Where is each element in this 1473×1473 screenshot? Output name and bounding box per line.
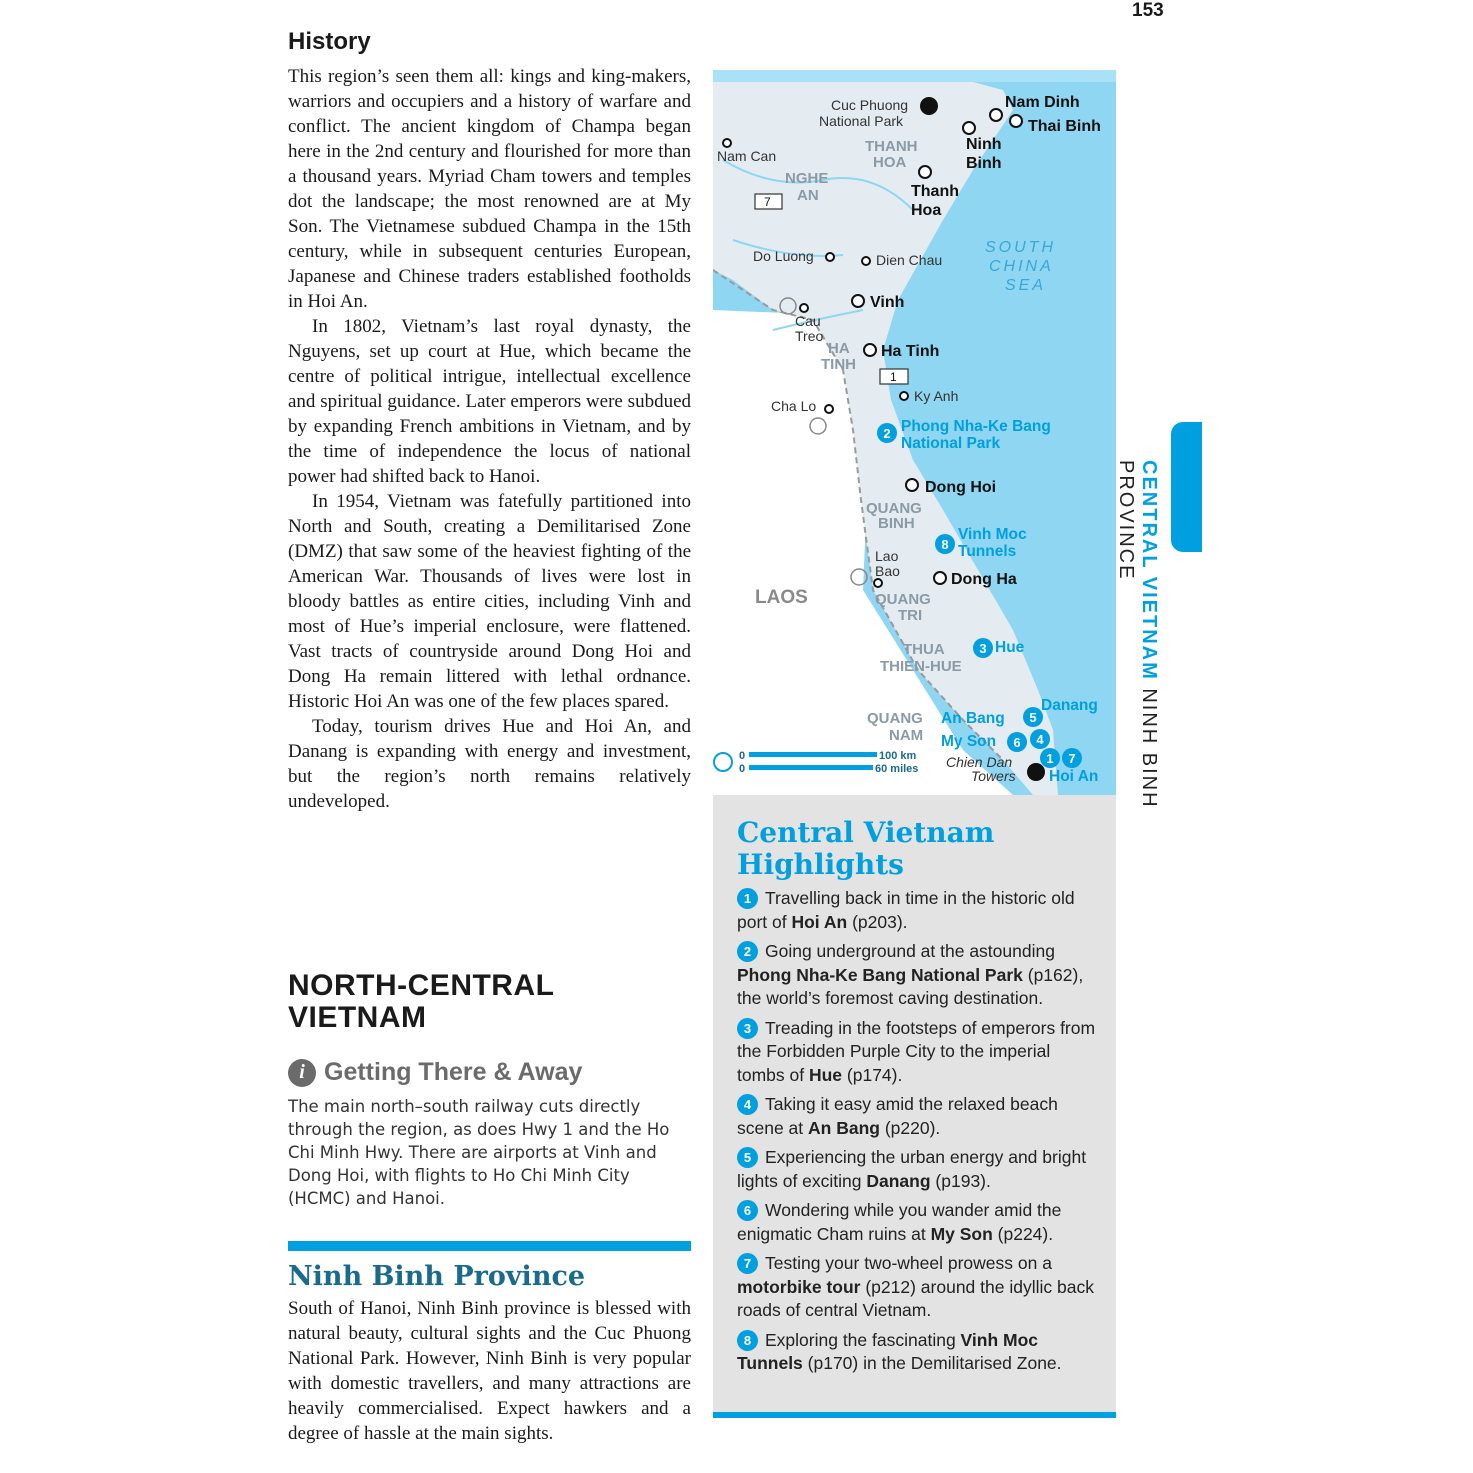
highlight-place: Danang xyxy=(866,1170,931,1191)
highlight-number-badge: 5 xyxy=(737,1147,758,1168)
city-dot xyxy=(934,572,946,584)
city-label: Nam Dinh xyxy=(1005,94,1080,111)
highlight-label: Vinh Moc xyxy=(958,526,1027,543)
highlight-text: (p193). xyxy=(930,1170,991,1191)
getting-there-heading: Getting There & Away xyxy=(324,1058,583,1086)
highlight-item xyxy=(737,1252,1097,1323)
province-heading: Ninh Binh Province xyxy=(288,1261,586,1292)
region-label: AN xyxy=(797,187,819,204)
highlight-item xyxy=(737,1199,1097,1246)
highlight-marker-number: 4 xyxy=(1036,732,1044,747)
region-label: NGHE xyxy=(785,170,829,187)
town-dot xyxy=(862,257,870,265)
map-label: Treo xyxy=(795,328,824,344)
highlight-place: Hoi An xyxy=(791,911,848,932)
chapter-tab xyxy=(1171,422,1202,552)
highlights-box xyxy=(713,795,1116,1418)
highlight-text: (p162), the world’s foremost caving destination. xyxy=(737,964,1084,1008)
history-section xyxy=(288,28,691,814)
highlight-number-badge: 3 xyxy=(737,1018,758,1039)
region-label: BINH xyxy=(878,515,915,532)
highlight-text: Experiencing the urban energy and bright lights of exciting xyxy=(737,1147,1087,1191)
running-head-section: NINH BINH PROVINCE xyxy=(1115,460,1160,809)
town-dot xyxy=(900,392,908,400)
highlights-list xyxy=(737,887,1097,1382)
scale-zero: 0 xyxy=(739,750,746,762)
city-label: Hoa xyxy=(911,202,942,219)
map-label: Do Luong xyxy=(753,248,814,264)
highlight-label: Hue xyxy=(995,639,1025,656)
highlight-place: Hue xyxy=(808,1064,843,1085)
highlight-place: Vinh Moc Tunnels xyxy=(737,1329,1039,1373)
region-label: THANH xyxy=(865,138,918,155)
highlight-place: My Son xyxy=(930,1223,993,1244)
region-label: TINH xyxy=(821,356,856,373)
city-dot xyxy=(852,295,864,307)
highlight-label: Danang xyxy=(1041,697,1098,714)
highlight-number-badge: 2 xyxy=(737,941,758,962)
town-dot xyxy=(800,304,808,312)
region-label: QUANG xyxy=(867,710,923,727)
region-label: HA xyxy=(828,340,850,357)
highlight-label: My Son xyxy=(941,733,997,750)
highway-number: 7 xyxy=(764,195,771,209)
getting-there-header xyxy=(288,1058,691,1087)
city-label: Ninh xyxy=(966,136,1002,153)
running-head xyxy=(1115,460,1160,910)
map-label: Cuc Phuong xyxy=(831,97,909,113)
city-dot xyxy=(1010,115,1022,127)
highlight-number-badge: 6 xyxy=(737,1200,758,1221)
highlight-text: (p174). xyxy=(842,1064,903,1085)
map-canvas xyxy=(713,70,1116,795)
history-paragraph: In 1954, Vietnam was fatefully partitioned into North and South, creating a Demilitarised Zone (DMZ) that saw some of the heaviest fighting of the American War. Thousands of lives were lost in bloody battles as entire cities, including Vinh and most of Hue’s imperial enclosure, were flattened. Vast tracts of countryside around Dong Hoi and Dong Ha remain littered with lethal ordnance. Historic Hoi An was one of the few places spared. xyxy=(288,491,691,712)
city-dot xyxy=(906,479,918,491)
getting-there-section xyxy=(288,1058,691,1210)
highway-number: 1 xyxy=(890,370,897,384)
highlight-label: An Bang xyxy=(941,710,1005,727)
highlight-item xyxy=(737,1017,1097,1088)
scale-zero: 0 xyxy=(739,763,746,775)
highlight-number-badge: 4 xyxy=(737,1094,758,1115)
highlight-text: Treading in the footsteps of emperors from the Forbidden Purple City to the imperial tombs of xyxy=(737,1017,1096,1085)
getting-there-text: The main north–south railway cuts directly through the region, as does Hwy 1 and the Ho Chi Minh Hwy. There are airports at Vinh and Dong Hoi, with flights to Ho Chi Minh City (HCMC) and Hanoi. xyxy=(288,1097,670,1208)
highlight-text: Wondering while you wander amid the enigmatic Cham ruins at xyxy=(737,1200,1062,1244)
highlight-text: Exploring the fascinating xyxy=(765,1329,961,1350)
region-label: THIEN-HUE xyxy=(880,658,962,675)
highlight-place: Phong Nha-Ke Bang National Park xyxy=(737,964,1023,985)
city-label: Thai Binh xyxy=(1028,118,1101,135)
country-label: LAOS xyxy=(755,587,808,608)
town-dot xyxy=(825,405,833,413)
region-label: HOA xyxy=(873,154,907,171)
page-number: 153 xyxy=(1132,0,1164,21)
city-label: Dong Hoi xyxy=(925,479,997,496)
map-label: Towers xyxy=(971,768,1016,784)
highlight-label: Hoi An xyxy=(1049,768,1099,785)
region-label: NAM xyxy=(889,727,924,744)
town-dot xyxy=(826,253,834,261)
scale-miles-label: 60 miles xyxy=(875,763,919,775)
info-icon: i xyxy=(288,1059,316,1087)
history-paragraph: In 1802, Vietnam’s last royal dynasty, the Nguyens, set up court at Hue, which became the centre of political intrigue, intellectual excellence and spiritual guidance. Later emperors were subdued by expanding French ambitions in Vietnam, and by the time of independence the locus of national power had shifted back to Hanoi. xyxy=(288,316,691,487)
city-dot xyxy=(990,109,1002,121)
highlight-marker-number: 7 xyxy=(1068,751,1076,766)
highlight-label: National Park xyxy=(901,435,1001,452)
highlight-place: An Bang xyxy=(808,1117,880,1138)
map-label: Lao xyxy=(875,548,899,564)
region-map xyxy=(713,70,1116,795)
highlight-marker-number: 6 xyxy=(1013,735,1021,750)
scale-bar-miles xyxy=(749,765,873,770)
highlight-item xyxy=(737,1146,1097,1193)
highlight-text: (p203). xyxy=(847,911,908,932)
sea-label: SOUTH xyxy=(985,239,1056,256)
map-label: Cau xyxy=(795,313,821,329)
region-label: TRI xyxy=(898,607,923,624)
map-label: Ky Anh xyxy=(914,388,959,404)
city-label: Vinh xyxy=(870,294,905,311)
highlight-item xyxy=(737,887,1097,934)
map-label: Nam Can xyxy=(717,148,777,164)
city-label: Dong Ha xyxy=(951,571,1017,588)
highlight-marker-number: 5 xyxy=(1029,710,1037,725)
province-text: South of Hanoi, Ninh Binh province is blessed with natural beauty, cultural sights and the Cuc Phuong National Park. However, Ninh Binh is very popular with domestic travellers, and many attractions are heavily commercialised. Expect hawkers and a degree of hassle at the main sights. xyxy=(288,1298,691,1444)
north-arrow-icon xyxy=(714,753,732,771)
city-dot xyxy=(963,122,975,134)
region-label: QUANG xyxy=(875,591,931,608)
highlight-number-badge: 1 xyxy=(737,888,758,909)
history-heading: History xyxy=(288,28,371,55)
highlight-marker-number: 1 xyxy=(1046,751,1054,766)
map-label: Bao xyxy=(875,563,900,579)
highlights-title: Central Vietnam Highlights xyxy=(737,816,995,881)
city-dot xyxy=(864,344,876,356)
history-paragraph: This region’s seen them all: kings and king-makers, warriors and occupiers and a history of warfare and conflict. The ancient kingdom of Champa began here in the 2nd century and flourished for more than a thousand years. Myriad Cham towers and temples dot the landscape; the most renowned are at My Son. The Vietnamese subdued Champa in the 15th century, while in subsequent centuries European, Japanese and Chinese traders established footholds in Hoi An. xyxy=(288,66,691,312)
highlight-number-badge: 7 xyxy=(737,1253,758,1274)
highlight-marker-number: 8 xyxy=(941,537,949,552)
sea-label: CHINA xyxy=(989,258,1054,275)
town-dot xyxy=(723,139,731,147)
region-label: QUANG xyxy=(866,500,922,517)
highlight-label: Tunnels xyxy=(958,543,1017,560)
tower-icon xyxy=(1027,763,1045,781)
sea-label: SEA xyxy=(1005,277,1047,294)
map-label: National Park xyxy=(819,113,904,129)
highlight-number-badge: 8 xyxy=(737,1330,758,1351)
region-label: THUA xyxy=(903,641,945,658)
scale-km-label: 100 km xyxy=(879,750,917,762)
scale-bar-km xyxy=(749,752,877,757)
highlight-item xyxy=(737,1329,1097,1376)
running-head-chapter: CENTRAL VIETNAM xyxy=(1138,460,1160,681)
city-dot xyxy=(919,166,931,178)
map-label: Cha Lo xyxy=(771,398,817,414)
highlight-text: (p212) around the idyllic back roads of central Vietnam. xyxy=(737,1276,1094,1320)
city-label: Binh xyxy=(966,155,1002,172)
province-divider xyxy=(288,1241,691,1251)
highlight-marker-number: 3 xyxy=(979,641,987,656)
section-heading: NORTH-CENTRAL VIETNAM xyxy=(288,969,554,1034)
park-icon xyxy=(920,97,938,115)
highlight-label: Phong Nha-Ke Bang xyxy=(901,418,1051,435)
history-body xyxy=(288,64,691,814)
map-label: Chien Dan xyxy=(946,754,1013,770)
highlight-text: (p224). xyxy=(992,1223,1054,1244)
highlight-text: Travelling back in time in the historic old port of xyxy=(737,888,1075,932)
highlight-text: Going underground at the astounding xyxy=(765,941,1055,961)
town-dot xyxy=(874,579,882,587)
highlight-text: (p170) in the Demilitarised Zone. xyxy=(802,1353,1062,1373)
highlight-item xyxy=(737,940,1097,1011)
province-section xyxy=(288,1241,691,1446)
highlight-text: (p220). xyxy=(879,1117,941,1138)
map-label: Dien Chau xyxy=(876,252,943,268)
highlight-text: Taking it easy amid the relaxed beach scene at xyxy=(737,1094,1058,1138)
highlight-place: motorbike tour xyxy=(737,1276,861,1297)
highlight-text: Testing your two-wheel prowess on a xyxy=(765,1253,1052,1273)
history-paragraph: Today, tourism drives Hue and Hoi An, and Danang is expanding with energy and investment, but the region’s north remains relatively undeveloped. xyxy=(288,716,691,812)
highlight-item xyxy=(737,1093,1097,1140)
city-label: Thanh xyxy=(911,183,959,200)
city-label: Ha Tinh xyxy=(881,343,940,360)
highlight-marker-number: 2 xyxy=(883,426,891,441)
